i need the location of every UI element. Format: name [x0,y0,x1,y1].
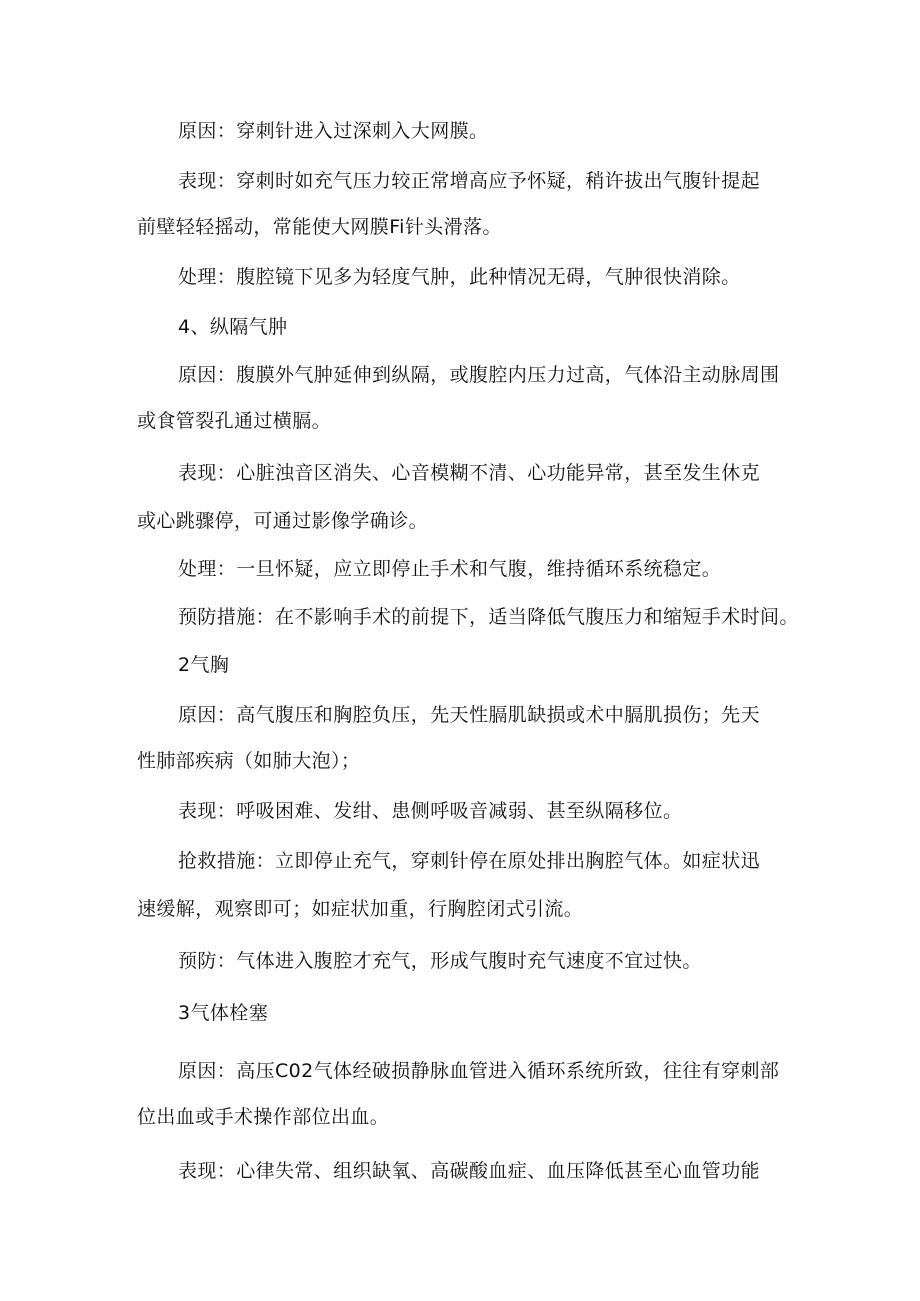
section-heading: 2气胸 [178,654,230,676]
text-line: 原因：穿刺针进入过深刺入大网膜。 [178,120,489,142]
text-line: 预防：气体进入腹腔才充气，形成气腹时充气速度不宜过快。 [178,950,702,972]
text-line: 原因：高气腹压和胸腔负压，先天性膈肌缺损或术中膈肌损伤；先天 [178,704,761,726]
text-line: 表现：心脏浊音区消失、心音模糊不清、心功能异常，甚至发生休克 [178,462,761,484]
text-line: 表现：心律失常、组织缺氧、高碳酸血症、血压降低甚至心血管功能 [178,1160,761,1182]
section-heading: 4、纵隔气肿 [178,316,288,338]
text-line: 抢救措施：立即停止充气，穿刺针停在原处排出胸腔气体。如症状迅 [178,850,761,872]
section-heading: 3气体栓塞 [178,1002,269,1024]
text-line: 速缓解，观察即可；如症状加重，行胸腔闭式引流。 [137,898,584,920]
text-line: 表现：呼吸困难、发绀、患侧呼吸音减弱、甚至纵隔移位。 [178,800,683,822]
text-line: 原因：腹膜外气肿延伸到纵隔，或腹腔内压力过高，气体沿主动脉周围 [178,364,780,386]
text-line: 前壁轻轻摇动，常能使大网膜Fi针头滑落。 [137,216,502,238]
text-line: 或食管裂孔通过横膈。 [137,410,332,432]
text-line: 或心跳骤停，可通过影像学确诊。 [137,510,429,532]
text-line: 预防措施：在不影响手术的前提下，适当降低气腹压力和缩短手术时间。 [178,606,799,628]
text-line: 位出血或手术操作部位出血。 [137,1106,390,1128]
text-line: 处理：腹腔镜下见多为轻度气肿，此种情况无碍，气肿很快消除。 [178,266,741,288]
text-line: 性肺部疾病（如肺大泡）； [137,750,361,772]
text-line: 处理：一旦怀疑，应立即停止手术和气腹，维持循环系统稳定。 [178,558,722,580]
text-line: 表现：穿刺时如充气压力较正常增高应予怀疑，稍许拔出气腹针提起 [178,170,761,192]
text-line: 原因：高压C02气体经破损静脉血管进入循环系统所致，往往有穿刺部 [178,1060,780,1082]
